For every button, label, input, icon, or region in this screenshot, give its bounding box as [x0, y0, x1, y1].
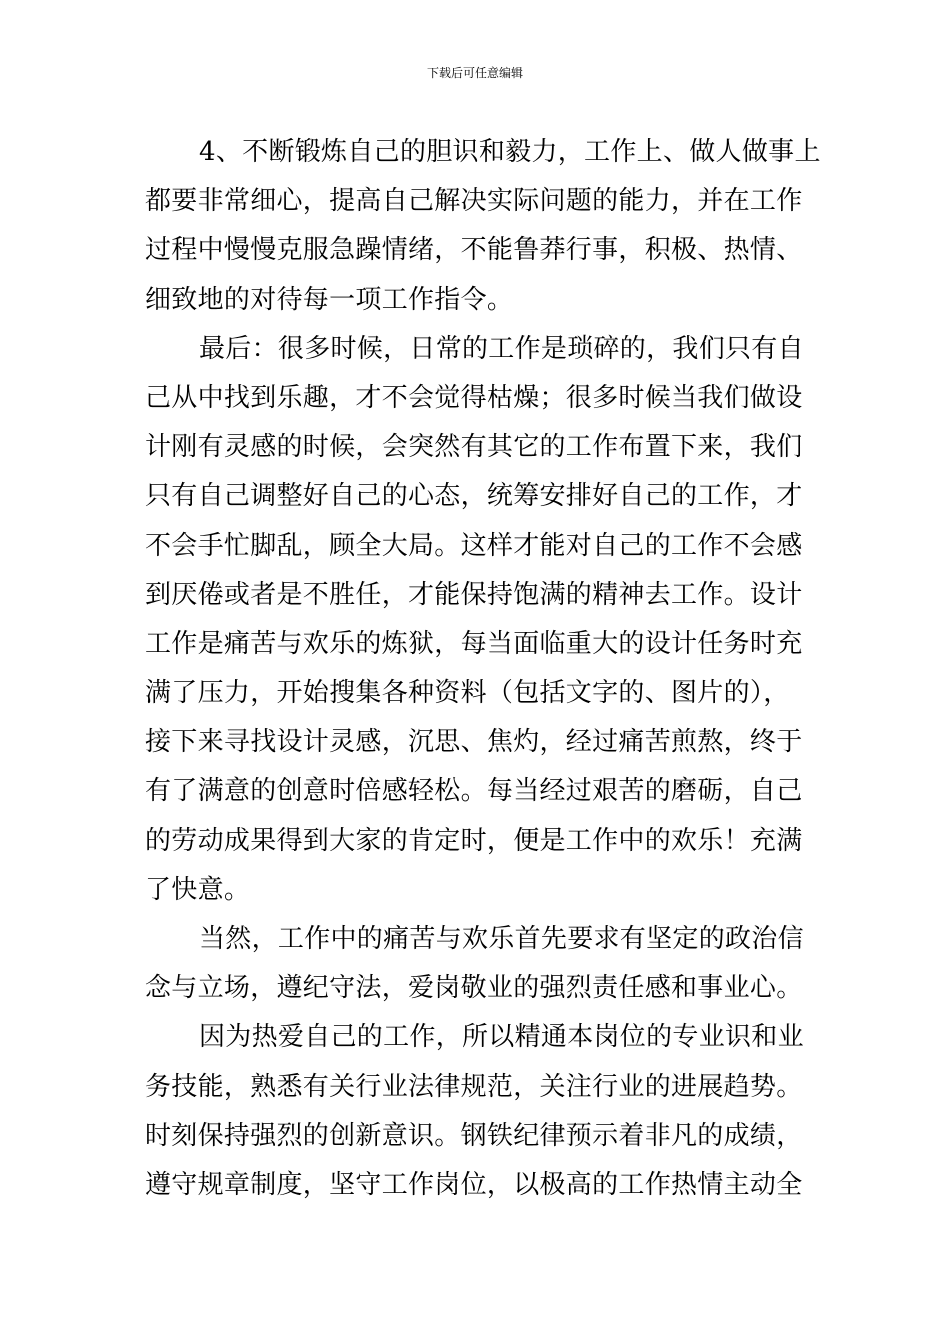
text-line: 当然，工作中的痛苦与欢乐首先要求有坚定的政治信: [199, 924, 804, 954]
text-line: 都要非常细心，提高自己解决实际问题的能力，并在工作: [145, 186, 803, 217]
paragraph: [145, 325, 809, 915]
text-line: 因为热爱自己的工作，所以精通本岗位的专业识和业: [199, 1022, 804, 1053]
text-line: 计刚有灵感的时候，会突然有其它的工作布置下来，我们: [145, 432, 803, 463]
text-line: 只有自己调整好自己的心态，统筹安排好自己的工作，才: [145, 481, 803, 512]
document-body: [145, 128, 821, 1210]
paragraph: [145, 915, 809, 1013]
text-line: 满了压力，开始搜集各种资料（包括文字的、图片的），: [145, 678, 790, 709]
text-line: 己从中找到乐趣，才不会觉得枯燥；很多时候当我们做设: [145, 382, 803, 413]
text-line: 的劳动成果得到大家的肯定时，便是工作中的欢乐！充满: [145, 825, 803, 856]
text-line: 念与立场，遵纪守法，爱岗敬业的强烈责任感和事业心。: [145, 973, 803, 1004]
paragraph: [145, 1013, 809, 1210]
text-line: 到厌倦或者是不胜任，才能保持饱满的精神去工作。设计: [145, 579, 803, 610]
text-line: 细致地的对待每一项工作指令。: [145, 284, 514, 315]
text-line: 务技能，熟悉有关行业法律规范，关注行业的进展趋势。: [145, 1071, 803, 1102]
text-line: 接下来寻找设计灵感，沉思、焦灼，经过痛苦煎熬，终于: [145, 727, 803, 758]
paragraph: [145, 128, 821, 325]
text-line: 工作是痛苦与欢乐的炼狱，每当面临重大的设计任务时充: [145, 628, 803, 659]
text-line: 最后：很多时候，日常的工作是琐碎的，我们只有自: [199, 333, 804, 364]
text-line: 有了满意的创意时倍感轻松。每当经过艰苦的磨砺，自己: [145, 776, 803, 807]
text-line: 过程中慢慢克服急躁情绪，不能鲁莽行事，积极、热情、: [145, 235, 803, 266]
text-line: 遵守规章制度，坚守工作岗位，以极高的工作热情主动全: [145, 1169, 803, 1200]
text-line: 时刻保持强烈的创新意识。钢铁纪律预示着非凡的成绩，: [145, 1120, 803, 1151]
text-line: 4、不断锻炼自己的胆识和毅力，工作上、做人做事上: [199, 137, 821, 167]
text-line: 了快意。: [145, 874, 251, 905]
text-line: 不会手忙脚乱，顾全大局。这样才能对自己的工作不会感: [145, 530, 803, 561]
page-header: 下载后可任意编辑: [426, 66, 523, 80]
